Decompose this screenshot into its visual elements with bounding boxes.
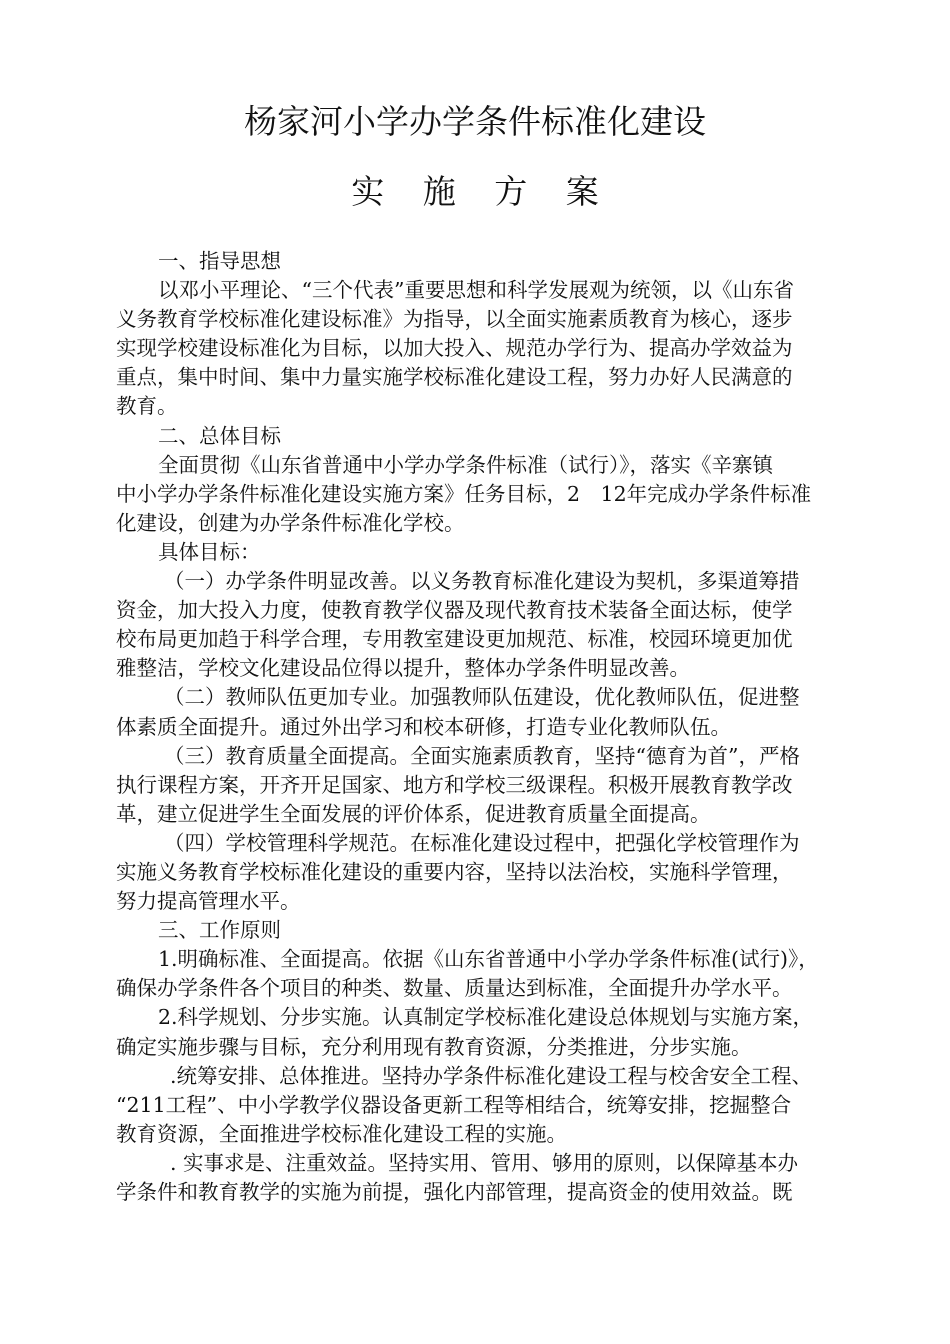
text-line: 2.科学规划、分步实施。认真制定学校标准化建设总体规划与实施方案，	[158, 1005, 814, 1030]
text-line: “211工程”、中小学教学仪器设备更新工程等相结合，统筹安排，挖掘整合	[116, 1092, 792, 1117]
text-line: 重点，集中时间、集中力量实施学校标准化建设工程，努力办好人民满意的	[116, 365, 793, 390]
text-line: 资金，加大投入力度，使教育教学仪器及现代教育技术装备全面达标，使学	[116, 598, 793, 623]
text-line: 实现学校建设标准化为目标，以加大投入、规范办学行为、提高办学效益为	[116, 336, 793, 361]
text-line: 革，建立促进学生全面发展的评价体系，促进教育质量全面提高。	[116, 801, 711, 826]
text-line: 以邓小平理论、“三个代表”重要思想和科学发展观为统领，以《山东省	[158, 278, 794, 303]
text-line: 执行课程方案，开齐开足国家、地方和学校三级课程。积极开展教育教学改	[116, 772, 793, 797]
text-line: 体素质全面提升。通过外出学习和校本研修，打造专业化教师队伍。	[116, 714, 731, 739]
text-line: 学条件和教育教学的实施为前提，强化内部管理，提高资金的使用效益。既	[116, 1180, 793, 1204]
text-line: 化建设，创建为办学条件标准化学校。	[116, 510, 465, 535]
text-line: 实施义务教育学校标准化建设的重要内容，坚持以法治校，实施科学管理，	[116, 859, 793, 884]
text-line: 三、工作原则	[158, 918, 281, 943]
text-line: （一）办学条件明显改善。以义务教育标准化建设为契机，多渠道筹措	[164, 569, 800, 594]
text-line: .统筹安排、总体推进。坚持办学条件标准化建设工程与校舍安全工程、	[170, 1063, 813, 1088]
text-line: 校布局更加趋于科学合理，专用教室建设更加规范、标准，校园环境更加优	[116, 627, 793, 652]
document-subtitle: 实 施 方 案	[351, 172, 613, 211]
text-line: （三）教育质量全面提高。全面实施素质教育，坚持“德育为首”，严格	[164, 743, 800, 768]
document-body	[116, 247, 861, 1207]
text-line: 中小学办学条件标准化建设实施方案》任务目标，2 12年完成办学条件标准	[116, 481, 812, 506]
text-line: （二）教师队伍更加专业。加强教师队伍建设，优化教师队伍，促进整	[164, 685, 800, 710]
text-line: 确定实施步骤与目标，充分利用现有教育资源，分类推进，分步实施。	[116, 1034, 752, 1059]
text-line: 一、指导思想	[158, 249, 281, 273]
text-line: 确保办学条件各个项目的种类、数量、质量达到标准，全面提升办学水平。	[116, 976, 793, 1001]
text-line: 教育。	[116, 394, 178, 419]
text-line: 义务教育学校标准化建设标准》为指导，以全面实施素质教育为核心，逐步	[116, 307, 793, 332]
text-line: 教育资源，全面推进学校标准化建设工程的实施。	[116, 1121, 567, 1146]
document-title: 杨家河小学办学条件标准化建设	[244, 102, 706, 141]
text-line: （四）学校管理科学规范。在标准化建设过程中，把强化学校管理作为	[164, 830, 800, 855]
text-line: 具体目标：	[158, 539, 261, 564]
text-line: . 实事求是、注重效益。坚持实用、管用、够用的原则，以保障基本办	[170, 1150, 799, 1175]
text-line: 努力提高管理水平。	[116, 889, 301, 914]
text-line: 二、总体目标	[158, 423, 281, 448]
text-line: 1.明确标准、全面提高。依据《山东省普通中小学办学条件标准(试行)》，	[158, 947, 819, 972]
text-line: 雅整洁，学校文化建设品位得以提升，整体办学条件明显改善。	[116, 656, 690, 681]
text-line: 全面贯彻《山东省普通中小学办学条件标准（试行）》，落实《辛寨镇	[158, 452, 773, 477]
